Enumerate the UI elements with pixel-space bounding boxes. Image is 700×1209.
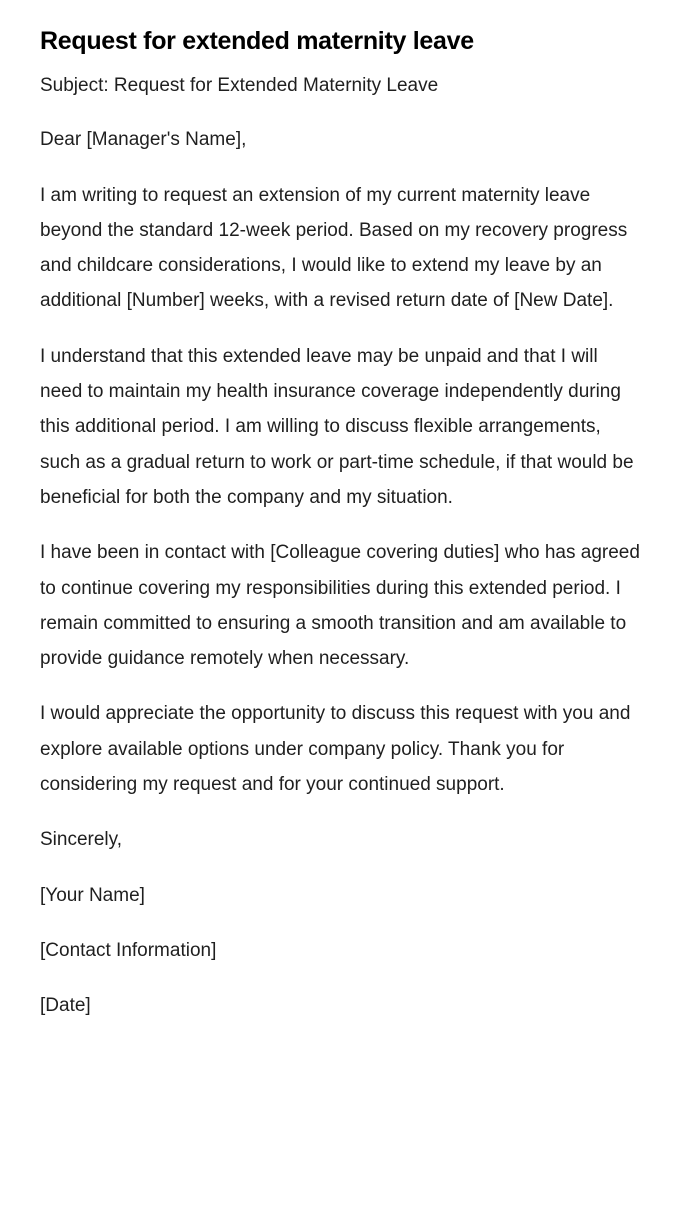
subject-line: Subject: Request for Extended Maternity Leave — [40, 75, 439, 96]
document-title: Request for extended maternity leave — [40, 27, 474, 55]
body-paragraph-1: I am writing to request an extension of my current maternity leave beyond the standard 12-week period. Based on my recovery progress and childcare considerations, I would like to extend my leave by an additional [Number] weeks, with a revised return date of [New Date]. — [40, 184, 628, 312]
closing-line: Sincerely, — [40, 829, 123, 851]
salutation: Dear [Manager's Name], — [40, 129, 247, 151]
signature-contact: [Contact Information] — [40, 939, 217, 961]
body-paragraph-3: I have been in contact with [Colleague covering duties] who has agreed to continue covering my responsibilities during this extended period. I remain committed to ensuring a smooth transition and am available to provide guidance remotely when necessary. — [40, 542, 640, 670]
signature-date: [Date] — [40, 995, 91, 1017]
signature-name: [Your Name] — [40, 884, 145, 906]
body-paragraph-2: I understand that this extended leave may be unpaid and that I will need to maintain my health insurance coverage independently during this additional period. I am willing to discuss flexible arrangements, such as a gradual return to work or part-time schedule, if that would be beneficial for both the company and my situation. — [40, 345, 634, 508]
body-paragraph-4: I would appreciate the opportunity to discuss this request with you and explore available options under company policy. Thank you for considering my request and for your continued support. — [40, 703, 631, 796]
